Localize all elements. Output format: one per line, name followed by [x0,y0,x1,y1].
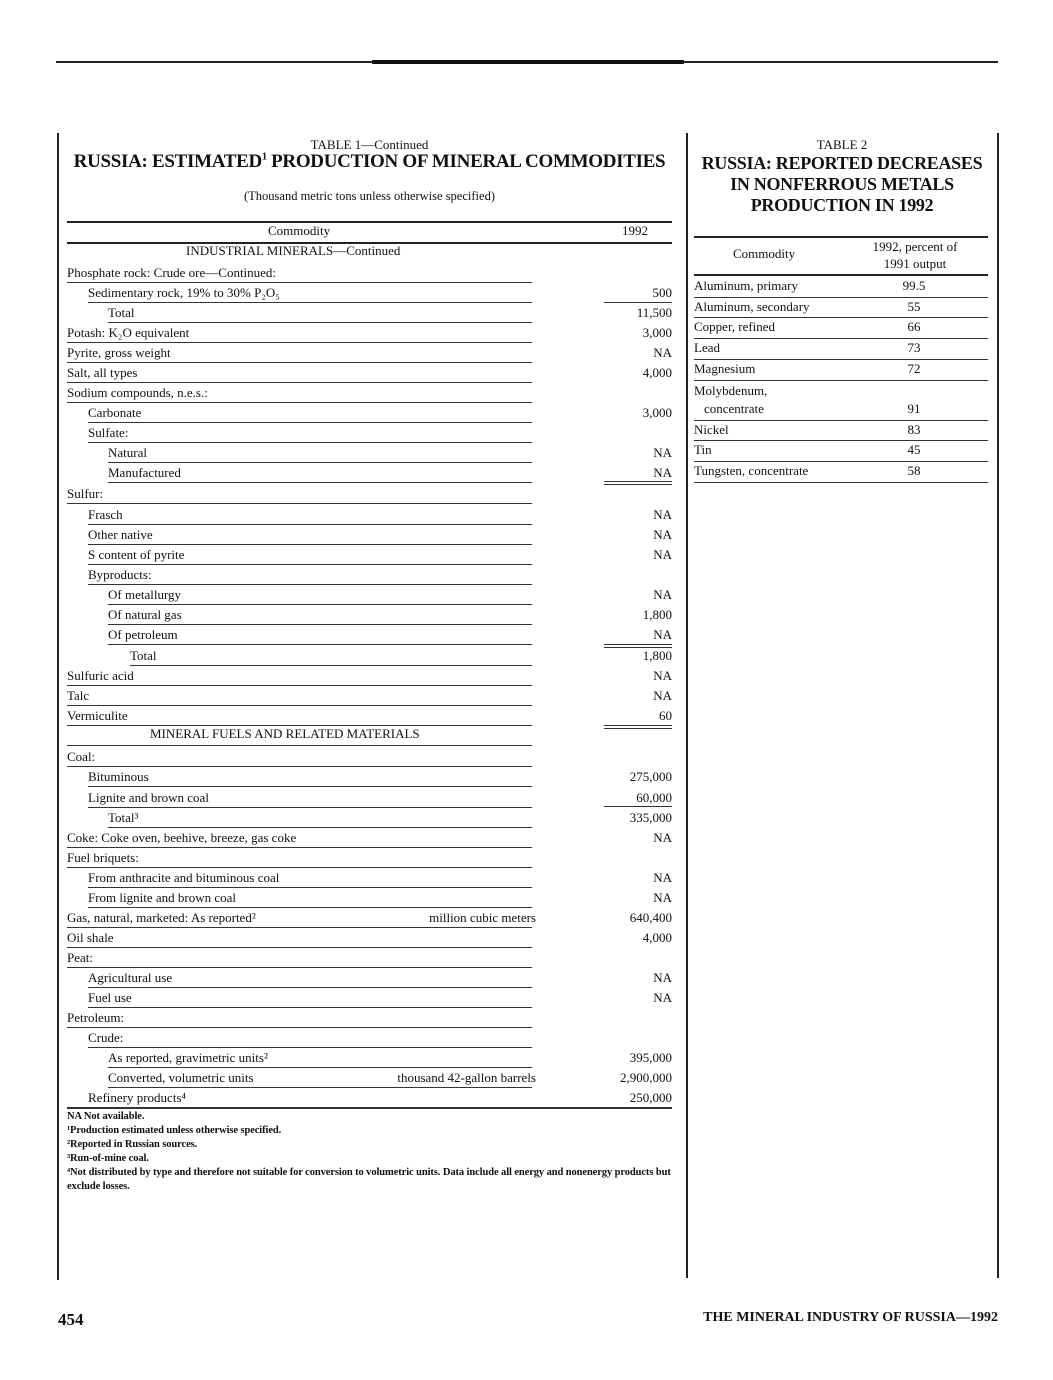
row-label: Nickel [694,422,729,437]
row-value: NA [653,990,672,1005]
row-rule [88,786,532,787]
table-row [0,948,672,968]
table-row [0,625,672,645]
row-label: Potash: K₂O equivalent [67,325,190,340]
row-value: 395,000 [629,1050,672,1065]
row-value: NA [653,890,672,905]
table1-top-rule [67,221,672,223]
row-value: NA [653,445,672,460]
table2-col-commodity: Commodity [733,246,796,261]
row-label: Aluminum, primary [694,278,798,293]
row-value: 72 [907,361,921,376]
table-row [0,343,672,363]
row-value: NA [653,970,672,985]
running-head: THE MINERAL INDUSTRY OF RUSSIA—1992 [703,1310,998,1325]
row-label: Gas, natural, marketed: As reported² [67,910,256,925]
table-row [0,484,672,504]
row-label: Of metallurgy [108,587,182,602]
row-label: From anthracite and bituminous coal [88,870,280,885]
table-row [0,747,672,767]
row-label: Coal: [67,749,96,764]
table-row [0,363,672,383]
value-rule [67,745,532,746]
row-label: Sulfur: [67,486,104,501]
row-label: Aluminum, secondary [694,299,810,314]
row-label: Fuel use [88,990,132,1005]
row-value: 335,000 [629,810,672,825]
row-label: Agricultural use [88,970,173,985]
row-label: Frasch [88,507,123,522]
table-row [0,928,672,948]
table-row [694,462,988,483]
row-value: NA [653,668,672,683]
table-row [0,525,672,545]
table-row [0,1008,672,1028]
table-row [0,323,672,343]
row-value: 60,000 [636,790,672,805]
table-row [0,868,672,888]
row-label: Tin [694,442,712,457]
table-row [694,421,988,441]
column-divider [686,133,688,1278]
row-value: 2,900,000 [620,1070,672,1085]
table-row [694,277,988,298]
row-label: Peat: [67,950,93,965]
row-label: Molybdenum, concentrate [694,383,768,416]
row-label: Magnesium [694,361,756,376]
row-value: 99.5 [902,278,926,293]
top-rule-accent [372,60,684,64]
row-label: Converted, volumetric units [108,1070,254,1085]
table1-caption: TABLE 1—Continued [310,137,429,152]
table-row [694,318,988,339]
footnote: NA Not available. [67,1111,145,1122]
section-mineral-fuels: MINERAL FUELS AND RELATED MATERIALS [150,726,420,741]
row-value: 73 [907,340,921,355]
table2-caption: TABLE 2 [816,137,868,152]
value-rule [604,647,672,648]
footnote: ³Run-of-mine coal. [67,1153,149,1164]
table-row [0,968,672,988]
row-label: Byproducts: [88,567,152,582]
row-value: 1,800 [642,648,672,663]
table-row [0,403,672,423]
row-label: Manufactured [108,465,181,480]
row-value: 4,000 [642,930,672,945]
row-value: NA [653,587,672,602]
row-label: Copper, refined [694,319,776,334]
row-label: Petroleum: [67,1010,125,1025]
table-row [0,706,672,726]
row-rule [108,644,532,645]
row-value: 45 [907,442,921,457]
table-row [694,360,988,381]
table-row [0,767,672,787]
value-rule [604,644,672,645]
row-label: Vermiculite [67,708,128,723]
table-row [0,988,672,1008]
table1-title: RUSSIA: ESTIMATED$^1$ PRODUCTION OF MINERAL COMMODITIES [73,151,666,172]
row-value: NA [653,688,672,703]
row-label: Tungsten, concentrate [694,463,809,478]
row-value: 58 [907,463,921,478]
table-row [0,686,672,706]
row-label: Carbonate [88,405,142,420]
table-row [0,423,672,443]
footnote: ²Reported in Russian sources. [67,1139,198,1150]
row-value: 11,500 [636,305,672,320]
value-rule [604,484,672,485]
row-label: Refinery products⁴ [88,1090,187,1105]
table-row [0,605,672,625]
table-row [0,303,672,323]
table2-col-percent: 1992, percent of 1991 output [872,239,958,271]
row-unit: thousand 42-gallon barrels [397,1070,536,1085]
row-label: Bituminous [88,769,149,784]
row-label: Sedimentary rock, 19% to 30% P₂O₅ [88,285,280,300]
row-label: S content of pyrite [88,547,185,562]
table-row [0,565,672,585]
table2-header-rule [694,274,988,276]
row-rule [694,482,988,483]
row-value: 1,800 [642,607,672,622]
value-rule [604,728,672,729]
table-row [0,263,672,283]
table-row [694,298,988,318]
row-value: NA [653,527,672,542]
row-label: Of natural gas [108,607,182,622]
row-value: NA [653,830,672,845]
table-row [0,666,672,686]
table-row [0,1068,672,1088]
table1-col-commodity: Commodity [268,223,331,238]
row-label: Of petroleum [108,627,178,642]
row-label: Lignite and brown coal [88,790,209,805]
row-value: 55 [907,299,921,314]
table-row [0,848,672,868]
table-row [0,828,672,848]
row-value: 3,000 [642,325,672,340]
row-value: 66 [907,319,921,334]
table-row [0,908,672,928]
row-value: NA [653,465,672,480]
table-row [0,1048,672,1068]
row-value: 4,000 [642,365,672,380]
table-row [0,1088,672,1108]
row-label: Sulfuric acid [67,668,134,683]
footnote: ¹Production estimated unless otherwise specified. [67,1125,282,1136]
row-value: NA [653,345,672,360]
row-value: 3,000 [642,405,672,420]
table-row [0,463,672,483]
table1-subtitle: (Thousand metric tons unless otherwise specified) [244,189,495,203]
row-label: Talc [67,688,90,703]
row-unit: million cubic meters [429,910,536,925]
table-row [0,505,672,525]
footnote: ⁴Not distributed by type and therefore not suitable for conversion to volumetric units. Data include all energy and nonenergy products but exclude losses. [67,1167,671,1192]
row-rule [108,482,532,483]
table-row [0,888,672,908]
row-label: Total³ [108,810,139,825]
row-label: As reported, gravimetric units² [108,1050,268,1065]
table-row [0,1028,672,1048]
table-row [694,381,988,421]
row-label: From lignite and brown coal [88,890,237,905]
row-value: 83 [907,422,921,437]
value-rule [604,806,672,807]
row-label: Sulfate: [88,425,129,440]
row-label: Natural [108,445,147,460]
table-row [0,383,672,403]
row-rule [67,503,532,504]
row-label: Coke: Coke oven, beehive, breeze, gas coke [67,830,297,845]
row-value: NA [653,547,672,562]
table-row [0,585,672,605]
table-row [694,339,988,360]
row-value: 60 [659,708,672,723]
row-value: 500 [652,285,672,300]
value-rule [604,481,672,482]
table1-col-year: 1992 [622,223,648,238]
right-border [997,133,999,1278]
row-value: 275,000 [629,769,672,784]
row-label: Phosphate rock: Crude ore—Continued: [67,265,277,280]
row-label: Salt, all types [67,365,138,380]
value-rule [604,302,672,303]
row-value: 250,000 [629,1090,672,1105]
row-label: Total [108,305,135,320]
row-value: NA [653,870,672,885]
row-value: NA [653,507,672,522]
table-row [694,441,988,462]
table-row [0,808,672,828]
row-value: 91 [907,401,921,416]
row-label: Other native [88,527,153,542]
table-row [0,646,672,666]
table2-title: RUSSIA: REPORTED DECREASES IN NONFERROUS METALS PRODUCTION IN 1992 [701,153,983,215]
table-row [0,283,672,303]
row-value: 640,400 [629,910,672,925]
value-rule [604,725,672,726]
row-label: Crude: [88,1030,124,1045]
row-label: Oil shale [67,930,114,945]
row-label: Sodium compounds, n.e.s.: [67,385,208,400]
table-row [0,788,672,808]
table-row [0,545,672,565]
page-number: 454 [58,1310,84,1329]
section-industrial-minerals: INDUSTRIAL MINERALS—Continued [186,243,401,258]
row-label: Fuel briquets: [67,850,139,865]
table-row [0,443,672,463]
row-label: Pyrite, gross weight [67,345,171,360]
row-value: NA [653,627,672,642]
row-label: Total [130,648,157,663]
value-rule [67,1107,672,1109]
row-label: Lead [694,340,720,355]
